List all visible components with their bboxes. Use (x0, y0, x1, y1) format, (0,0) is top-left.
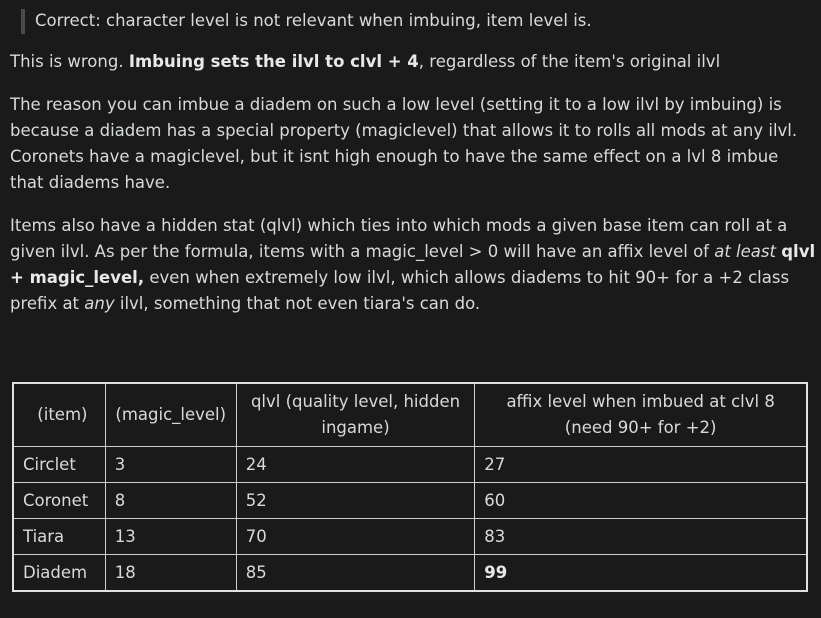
cell-qlvl: 24 (236, 447, 475, 483)
cell-affix-level: 83 (475, 519, 807, 555)
comment-body (10, 0, 816, 317)
cell-qlvl: 70 (236, 519, 475, 555)
paragraph-correction-rest: , regardless of the item's original ilvl (418, 52, 721, 71)
paragraph-qlvl-italic-any: any (84, 294, 115, 313)
cell-magic-level: 3 (105, 447, 236, 483)
paragraph-qlvl-italic-at-least: at least (714, 242, 776, 261)
cell-magic-level: 13 (105, 519, 236, 555)
cell-item: Diadem (13, 555, 105, 592)
cell-affix-level: 27 (475, 447, 807, 483)
table-row (13, 483, 807, 519)
cell-affix-level-bold: 99 (484, 562, 508, 582)
header-item: (item) (13, 383, 105, 447)
paragraph-qlvl-part1: Items also have a hidden stat (qlvl) which ties into which mods a given base item can roll at a given ilvl. As per the formula, items with a magic_level > 0 will have an affix level of (10, 216, 788, 261)
paragraph-qlvl-part2: even when extremely low ilvl, which allows diadems to hit 90+ for a +2 class prefix at (10, 268, 790, 313)
blockquote (10, 8, 816, 34)
paragraph-qlvl (10, 213, 816, 317)
cell-magic-level: 18 (105, 555, 236, 592)
paragraph-correction-intro: This is wrong. (10, 52, 129, 71)
cell-affix-level (475, 555, 807, 592)
table-row (13, 447, 807, 483)
cell-qlvl: 85 (236, 555, 475, 592)
cell-item: Tiara (13, 519, 105, 555)
affix-level-table (12, 382, 808, 592)
cell-affix-level: 60 (475, 483, 807, 519)
paragraph-correction (10, 49, 816, 75)
quote-text: Correct: character level is not relevant when imbuing, item level is. (35, 11, 592, 30)
table-row (13, 555, 807, 592)
cell-item: Circlet (13, 447, 105, 483)
cell-item: Coronet (13, 483, 105, 519)
cell-qlvl: 52 (236, 483, 475, 519)
paragraph-reason: The reason you can imbue a diadem on such a low level (setting it to a low ilvl by imbuing) is because a diadem has a special property (magiclevel) that allows it to rolls all mods at any ilvl. Coronets have a magiclevel, but it isnt high enough to have the same effect on a lvl 8 imbue that diadems have. (10, 95, 798, 192)
header-qlvl: qlvl (quality level, hidden ingame) (236, 383, 475, 447)
table-header-row (13, 383, 807, 447)
header-magic-level: (magic_level) (105, 383, 236, 447)
header-affix-level: affix level when imbued at clvl 8 (need 90+ for +2) (475, 383, 807, 447)
paragraph-qlvl-bold: qlvl + magic_level, (10, 242, 816, 287)
paragraph-qlvl-part3: ilvl, something that not even tiara's can do. (114, 294, 481, 313)
table-row (13, 519, 807, 555)
quote-bar (21, 9, 25, 34)
cell-magic-level: 8 (105, 483, 236, 519)
paragraph-correction-bold: Imbuing sets the ilvl to clvl + 4 (128, 52, 419, 71)
